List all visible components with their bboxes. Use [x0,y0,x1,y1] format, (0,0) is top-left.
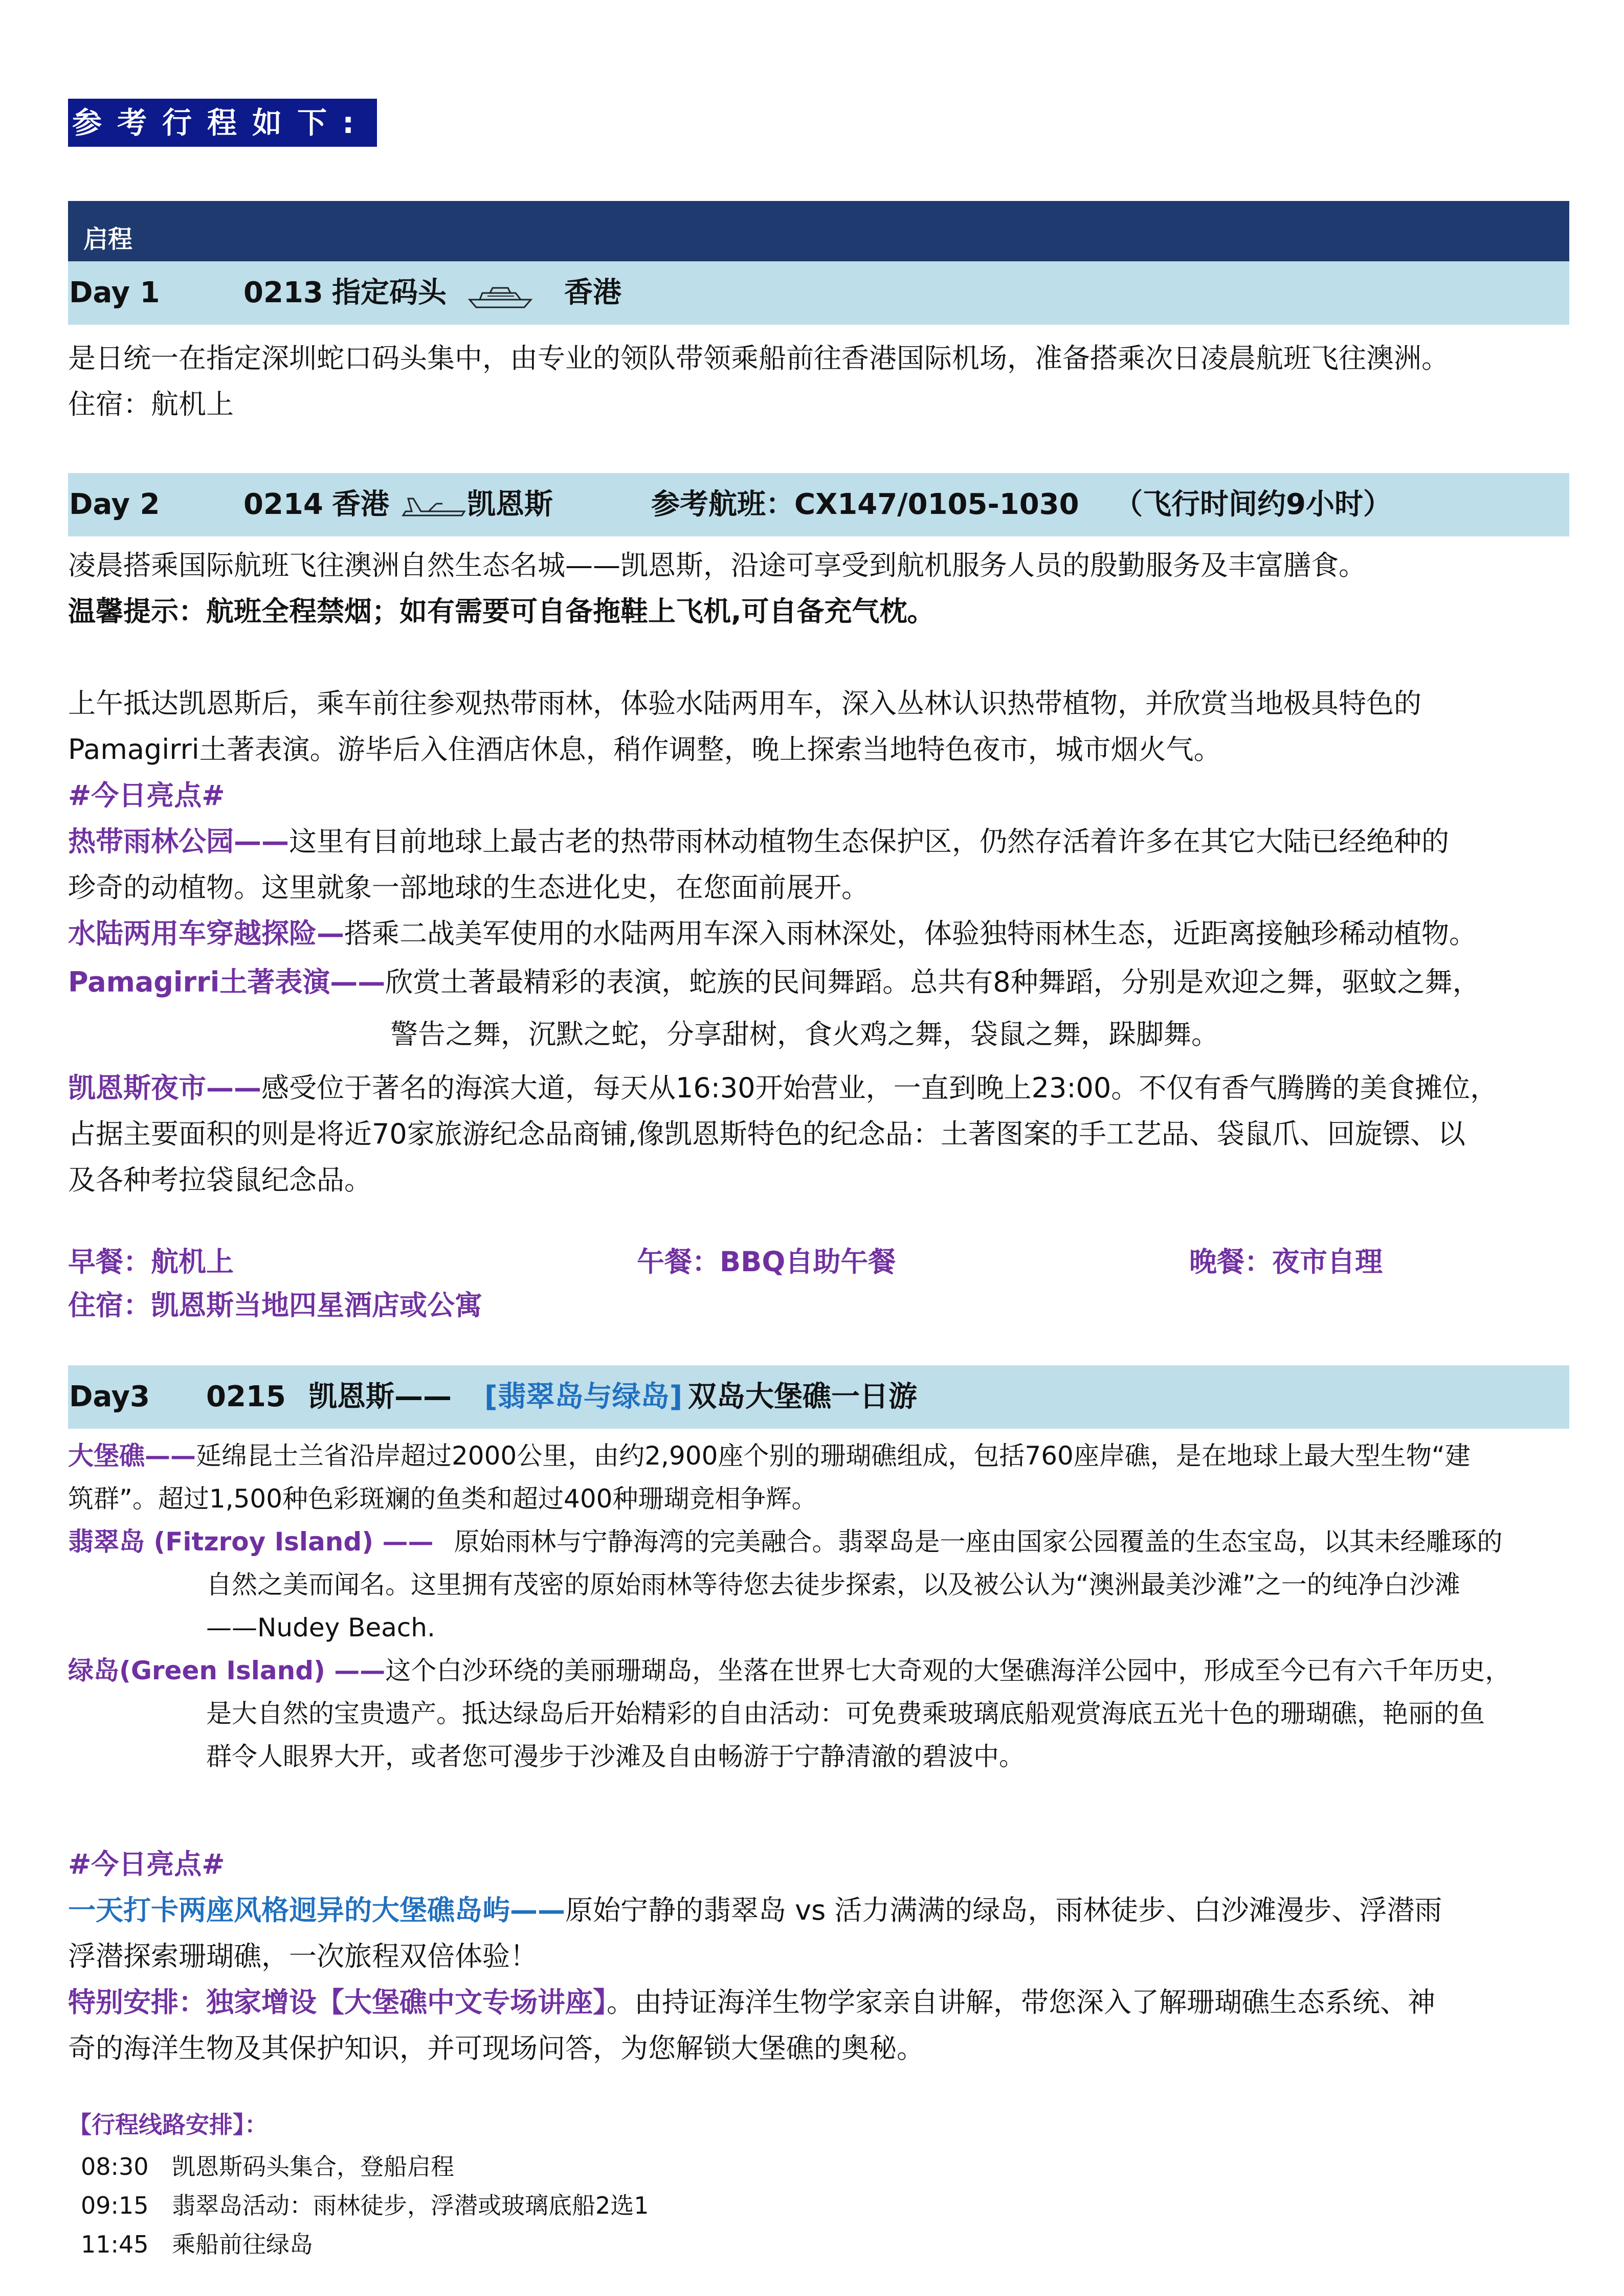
schedule-row [81,2148,454,2186]
h4-title: 凯恩斯夜市—— [68,1072,261,1104]
day2-lunch: 午餐：BBQ自助午餐 [637,1246,896,1278]
day2-h4-cont2: 及各种考拉袋鼠纪念品。 [68,1164,372,1196]
schedule-text: 翡翠岛活动：雨林徒步，浮潜或玻璃底船2选1 [172,2192,649,2219]
day1-header [68,261,1569,325]
schedule-text: 乘船前往绿岛 [172,2231,313,2258]
section-start-bar: 启程 [68,201,1569,261]
day3-green-cont2: 群令人眼界大开，或者您可漫步于沙滩及自由畅游于宁静清澈的碧波中。 [206,1742,1025,1771]
day1-label: Day 1 [69,276,160,309]
ship-icon [467,261,533,325]
green-title: 绿岛(Green Island) —— [68,1656,386,1685]
day3-green-cont: 是大自然的宝贵遗产。抵达绿岛后开始精彩的自由活动：可免费乘玻璃底船观赏海底五光十色的珊瑚礁，艳丽的鱼 [206,1699,1485,1728]
day2-tip: 温馨提示：航班全程禁烟；如有需要可自备拖鞋上飞机,可自备充气枕。 [68,595,935,627]
day2-to: 凯恩斯 [467,488,553,521]
special-title: 特别安排：独家增设【大堡礁中文专场讲座】 [68,1986,607,2018]
day2-header [68,473,1569,536]
day3-highlight [68,1886,1569,1935]
hl-title: 一天打卡两座风格迥异的大堡礁岛屿—— [68,1894,565,1926]
day3-fitz-cont: 自然之美而闻名。这里拥有茂密的原始雨林等待您去徒步探索，以及被公认为“澳洲最美沙滩”之一的纯净白沙滩 [206,1570,1460,1600]
day2-duration: （飞行时间约9小时） [1114,488,1392,521]
day3-date: 0215 [206,1380,286,1413]
day1-from: 指定码头 [332,276,447,309]
schedule-text: 凯恩斯码头集合，登船启程 [172,2153,454,2180]
day2-h3 [68,958,1569,1007]
day3-tour: 双岛大堡礁一日游 [688,1380,917,1413]
h2-title: 水陆两用车穿越探险— [68,917,344,950]
schedule-time: 11:45 [81,2231,149,2258]
day3-fitz-cont2: ——Nudey Beach. [206,1613,435,1642]
special-text: 。由持证海洋生物学家亲自讲解，带您深入了解珊瑚礁生态系统、神 [607,1986,1435,2018]
day2-highlight-label: #今日亮点# [68,779,225,812]
h1-title: 热带雨林公园—— [68,825,289,858]
day1-stay: 住宿：航机上 [68,388,234,420]
day3-gbr-cont: 筑群”。超过1,500种色彩斑斓的鱼类和超过400种珊瑚竞相争辉。 [68,1484,817,1514]
day2-para-line2: Pamagirri土著表演。游毕后入住酒店休息，稍作调整，晚上探索当地特色夜市，城市烟火气。 [68,733,1221,766]
day3-green [68,1649,1569,1692]
day2-h1-cont: 珍奇的动植物。这里就象一部地球的生态进化史，在您面前展开。 [68,871,869,904]
schedule-row [81,2225,313,2263]
day2-intro: 凌晨搭乘国际航班飞往澳洲自然生态名城——凯恩斯，沿途可享受到航机服务人员的殷勤服务及丰富膳食。 [68,549,1366,581]
schedule-time: 09:15 [81,2192,149,2219]
day2-h4-cont: 占据主要面积的则是将近70家旅游纪念品商铺,像凯恩斯特色的纪念品：土著图案的手工艺品、袋鼠爪、回旋镖、以 [68,1118,1465,1150]
green-text: 这个白沙环绕的美丽珊瑚岛，坐落在世界七大奇观的大堡礁海洋公园中，形成至今已有六千年历史， [385,1656,1511,1685]
day2-flight: 参考航班：CX147/0105-1030 [651,488,1079,521]
h4-text: 感受位于著名的海滨大道，每天从16:30开始营业，一直到晚上23:00。不仅有香气腾腾的美食摊位， [261,1072,1498,1104]
day2-from: 香港 [332,488,389,521]
day2-breakfast: 早餐：航机上 [68,1246,234,1278]
schedule-time: 08:30 [81,2153,149,2180]
day3-highlight-cont: 浮潜探索珊瑚礁，一次旅程双倍体验！ [68,1940,538,1972]
h3-title: Pamagirri土著表演—— [68,966,386,998]
h1-text: 这里有目前地球上最古老的热带雨林动植物生态保护区，仍然存活着许多在其它大陆已经绝种的 [289,825,1449,858]
day2-date: 0214 [243,488,323,521]
day2-h3-cont: 警告之舞，沉默之蛇，分享甜树，食火鸡之舞，袋鼠之舞，跺脚舞。 [390,1018,1219,1050]
day3-header [68,1365,1569,1429]
hl-text: 原始宁静的翡翠岛 vs 活力满满的绿岛，雨林徒步、白沙滩漫步、浮潜雨 [565,1894,1442,1926]
page-title: 参考行程如下: [68,99,377,147]
day3-gbr [68,1434,1569,1477]
day2-h1 [68,817,1569,866]
route-label: 【行程线路安排】： [68,2111,268,2139]
day2-h4 [68,1064,1569,1113]
day1-date: 0213 [243,276,323,309]
fitz-title: 翡翠岛 (Fitzroy Island) —— [68,1527,434,1557]
day2-stay: 住宿：凯恩斯当地四星酒店或公寓 [68,1289,482,1321]
gbr-text: 延绵昆士兰省沿岸超过2000公里，由约2,900座个别的珊瑚礁组成，包括760座岸礁，是在地球上最大型生物“建 [196,1441,1471,1471]
day3-highlight-label: #今日亮点# [68,1848,225,1880]
day2-para-line1: 上午抵达凯恩斯后，乘车前往参观热带雨林，体验水陆两用车，深入丛林认识热带植物，并欣赏当地极具特色的 [68,687,1421,719]
day3-special-cont: 奇的海洋生物及其保护知识，并可现场问答，为您解锁大堡礁的奥秘。 [68,2032,924,2064]
day3-special [68,1978,1569,2027]
gbr-title: 大堡礁—— [68,1441,196,1471]
day3-fitz [68,1520,1569,1563]
day2-label: Day 2 [69,488,160,521]
day2-h2 [68,909,1569,958]
day3-label: Day3 [69,1380,150,1413]
schedule-row [81,2187,649,2224]
day3-place: 凯恩斯—— [308,1380,452,1413]
h3-text: 欣赏土著最精彩的表演，蛇族的民间舞蹈。总共有8种舞蹈，分别是欢迎之舞，驱蚊之舞， [385,966,1480,998]
day1-to: 香港 [564,276,621,309]
day1-desc: 是日统一在指定深圳蛇口码头集中，由专业的领队带领乘船前往香港国际机场，准备搭乘次日凌晨航班飞往澳洲。 [68,342,1449,374]
day3-bracket: [翡翠岛与绿岛] [484,1380,683,1413]
h2-text: 搭乘二战美军使用的水陆两用车深入雨林深处，体验独特雨林生态，近距离接触珍稀动植物。 [344,917,1477,950]
day2-dinner: 晚餐：夜市自理 [1189,1246,1383,1278]
plane-icon [401,473,467,536]
fitz-text: 原始雨林与宁静海湾的完美融合。翡翠岛是一座由国家公园覆盖的生态宝岛，以其未经雕琢的 [454,1527,1503,1557]
